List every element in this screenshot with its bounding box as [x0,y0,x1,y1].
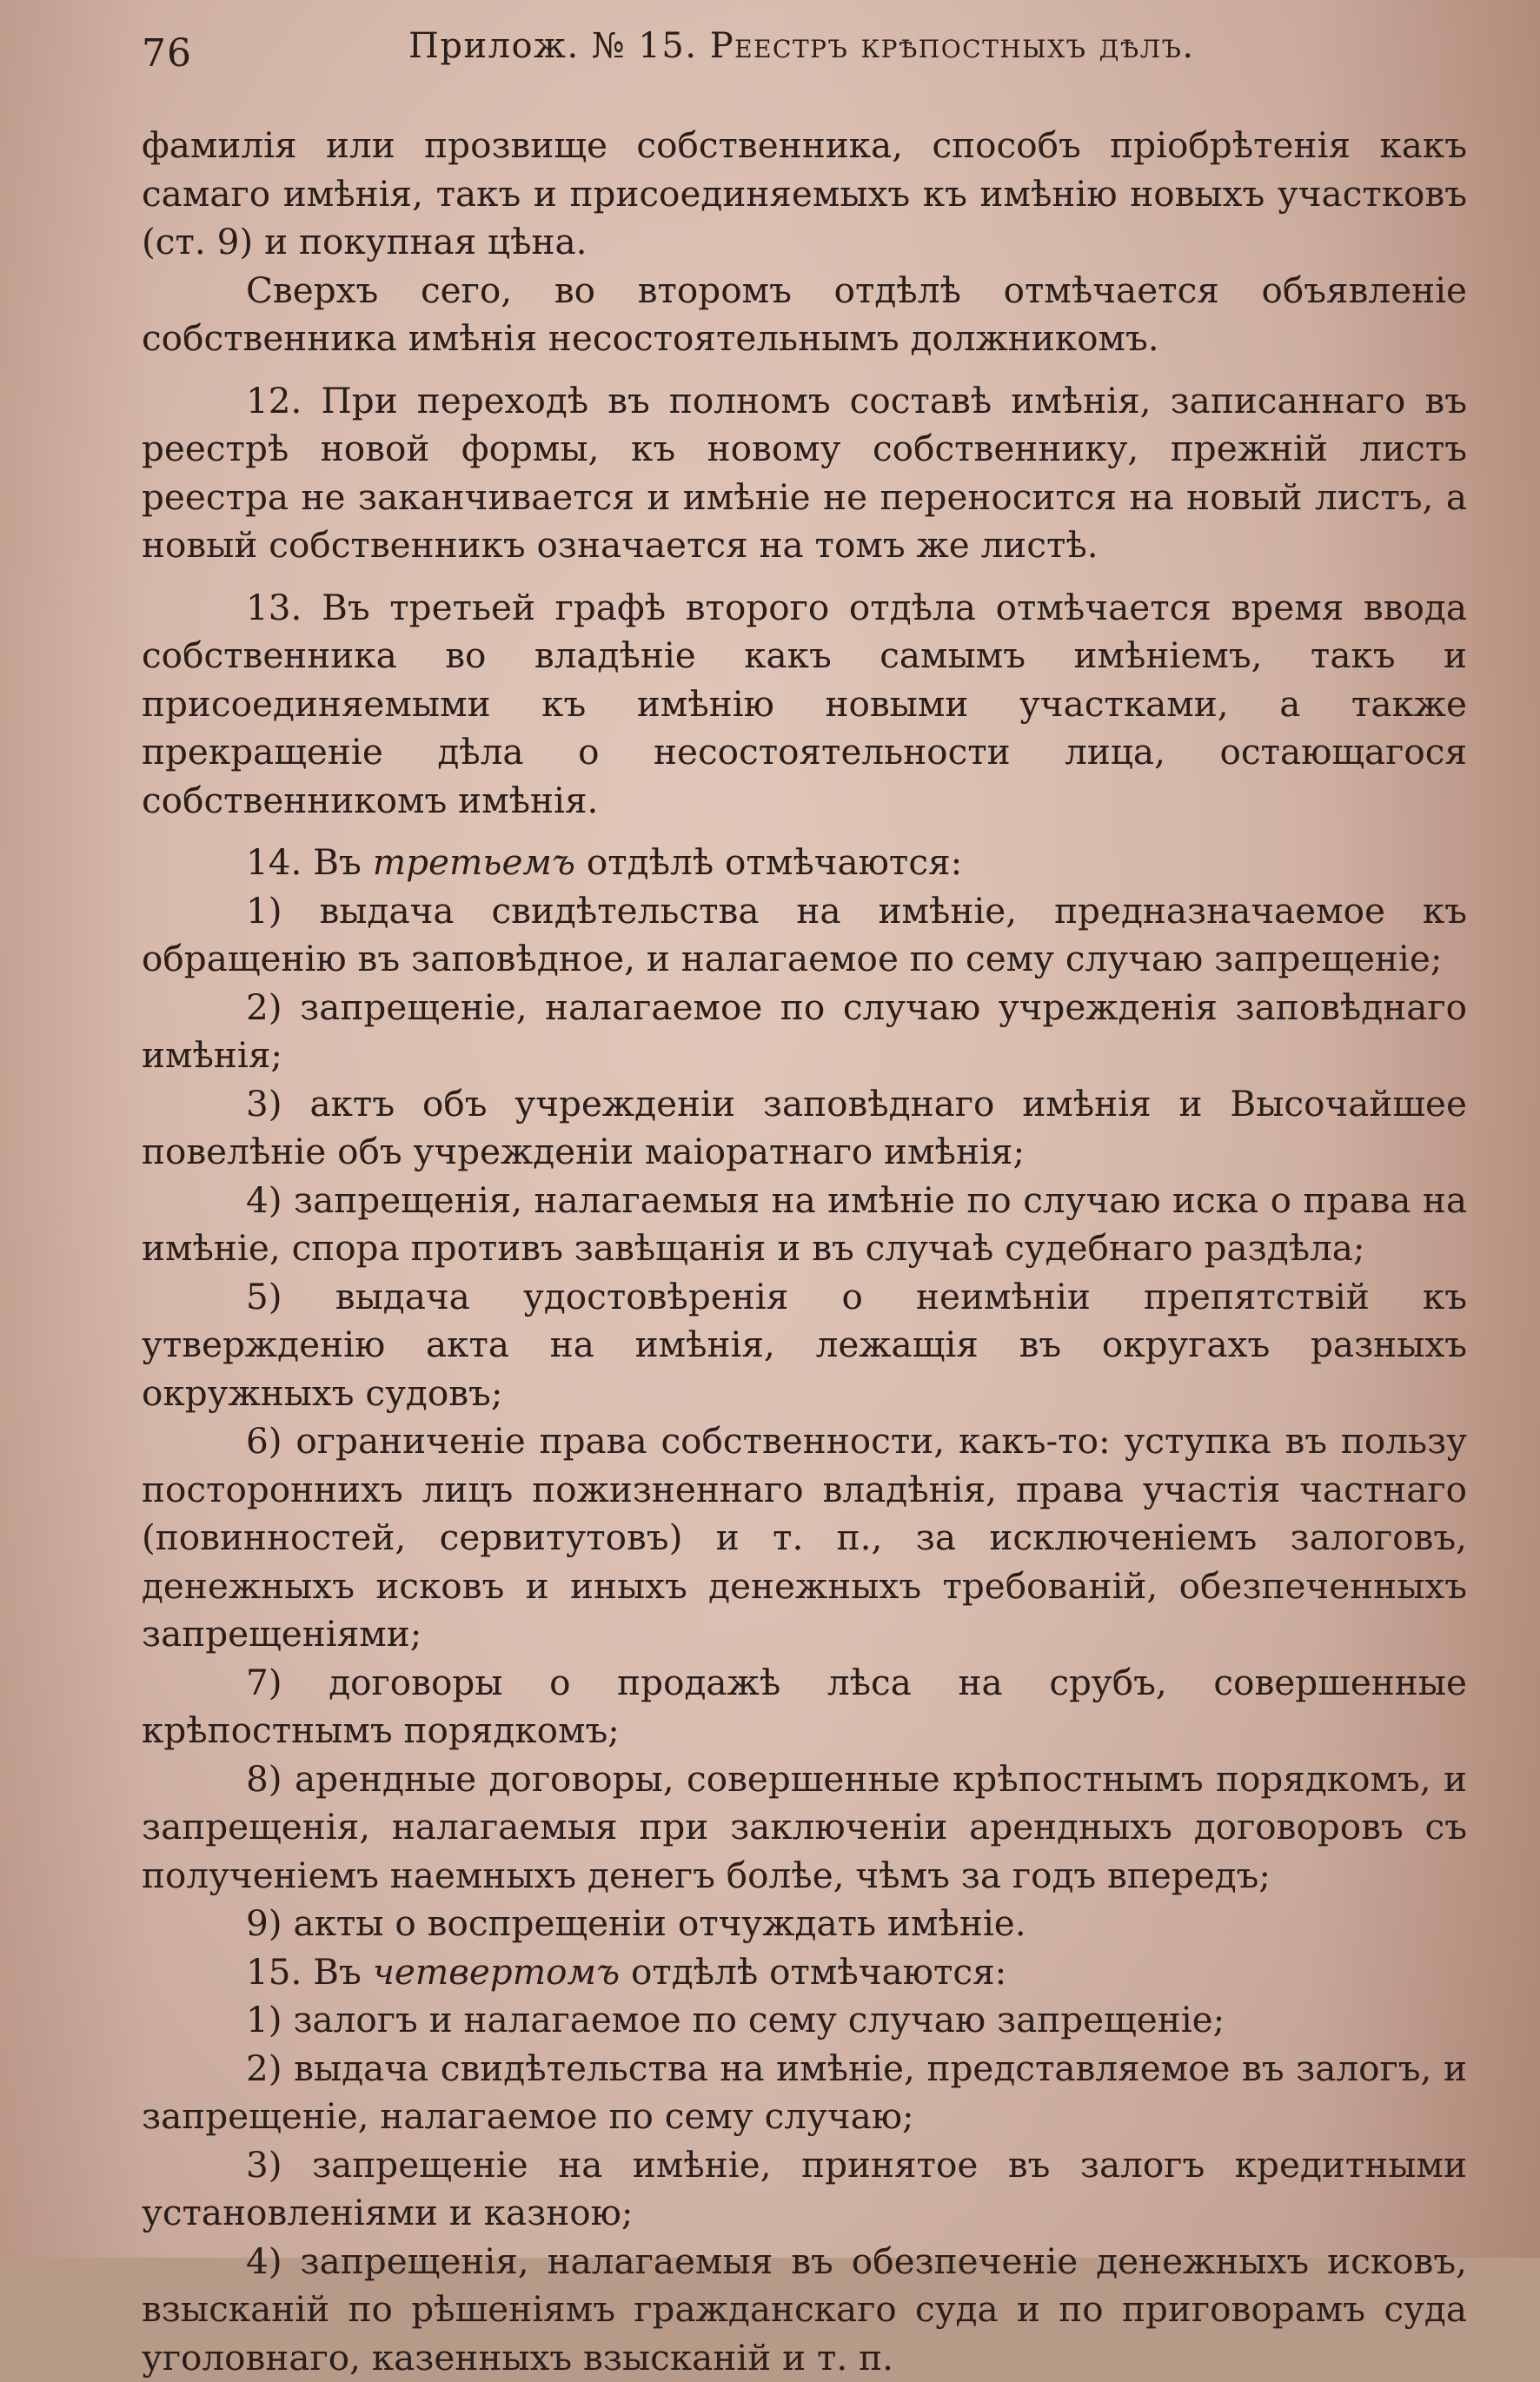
paragraph: фамилія или прозвище собственника, способъ пріобрѣтенія какъ самаго имѣнія, такъ и присоединяемыхъ къ имѣнію новыхъ участковъ (ст. 9) и покупная цѣна. [142,122,1467,267]
section-14-italic: третьемъ [373,841,575,883]
section-15-tail: отдѣлѣ отмѣчаются: [620,1951,1006,1993]
section-15-heading [142,1948,1467,1997]
running-head-prefix: Прилож. № 15. [408,26,710,66]
list-item: 2) запрещеніе, налагаемое по случаю учрежденія заповѣднаго имѣнія; [142,984,1467,1080]
running-head-title: Реестръ крѣпостныхъ дѣлъ. [710,26,1195,66]
list-item: 3) запрещеніе на имѣніе, принятое въ залогъ кредитными установленіями и казною; [142,2141,1467,2238]
body-text [142,122,1467,2382]
list-item: 1) выдача свидѣтельства на имѣніе, предназначаемое къ обращенію въ заповѣдное, и налагаемое по сему случаю запрещеніе; [142,887,1467,984]
list-item: 8) арендные договоры, совершенные крѣпостнымъ порядкомъ, и запрещенія, налагаемыя при заключеніи арендныхъ договоровъ съ полученіемъ наемныхъ денегъ болѣе, чѣмъ за годъ впередъ; [142,1755,1467,1901]
list-item: 2) выдача свидѣтельства на имѣніе, представляемое въ залогъ, и запрещеніе, налагаемое по сему случаю; [142,2045,1467,2141]
section-14-tail: отдѣлѣ отмѣчаются: [575,841,962,883]
list-item: 9) акты о воспрещеніи отчуждать имѣніе. [142,1900,1467,1948]
paragraph: Сверхъ сего, во второмъ отдѣлѣ отмѣчается объявленіе собственника имѣнія несостоятельнымъ должникомъ. [142,267,1467,363]
list-item: 4) запрещенія, налагаемыя въ обезпеченіе денежныхъ исковъ, взысканій по рѣшеніямъ гражданскаго суда и по приговорамъ суда уголовнаго, казенныхъ взысканій и т. п. [142,2238,1467,2382]
section-12: 12. При переходѣ въ полномъ составѣ имѣнія, записаннаго въ реестрѣ новой формы, къ новому собственнику, прежній листъ реестра не заканчивается и имѣніе не переносится на новый листъ, а новый собственникъ означается на томъ же листѣ. [142,377,1467,570]
list-item: 3) актъ объ учрежденіи заповѣднаго имѣнія и Высочайшее повелѣніе объ учрежденіи маіоратнаго имѣнія; [142,1080,1467,1177]
list-item: 6) ограниченіе права собственности, какъ-то: уступка въ пользу постороннихъ лицъ пожизненнаго владѣнія, права участія частнаго (повинностей, сервитутовъ) и т. п., за исключеніемъ залоговъ, денежныхъ исковъ и иныхъ денежныхъ требованій, обезпеченныхъ запрещеніями; [142,1417,1467,1659]
list-item: 5) выдача удостовѣренія о неимѣніи препятствій къ утвержденію акта на имѣнія, лежащія въ округахъ разныхъ окружныхъ судовъ; [142,1273,1467,1418]
running-head [408,26,1195,66]
section-15-lead: 15. Въ [246,1951,373,1993]
list-item: 4) запрещенія, налагаемыя на имѣніе по случаю иска о права на имѣніе, спора противъ завѣщанія и въ случаѣ судебнаго раздѣла; [142,1177,1467,1273]
section-14-lead: 14. Въ [246,841,373,883]
section-13: 13. Въ третьей графѣ второго отдѣла отмѣчается время ввода собственника во владѣніе какъ самымъ имѣніемъ, такъ и присоединяемыми къ имѣнію новыми участками, а также прекращеніе дѣла о несостоятельности лица, остающагося собственникомъ имѣнія. [142,584,1467,826]
section-14-heading [142,839,1467,887]
list-item: 1) залогъ и налагаемое по сему случаю запрещеніе; [142,1996,1467,2045]
list-item: 7) договоры о продажѣ лѣса на срубъ, совершенные крѣпостнымъ порядкомъ; [142,1659,1467,1755]
section-15-italic: четвертомъ [373,1951,620,1993]
page-number: 76 [142,31,192,76]
